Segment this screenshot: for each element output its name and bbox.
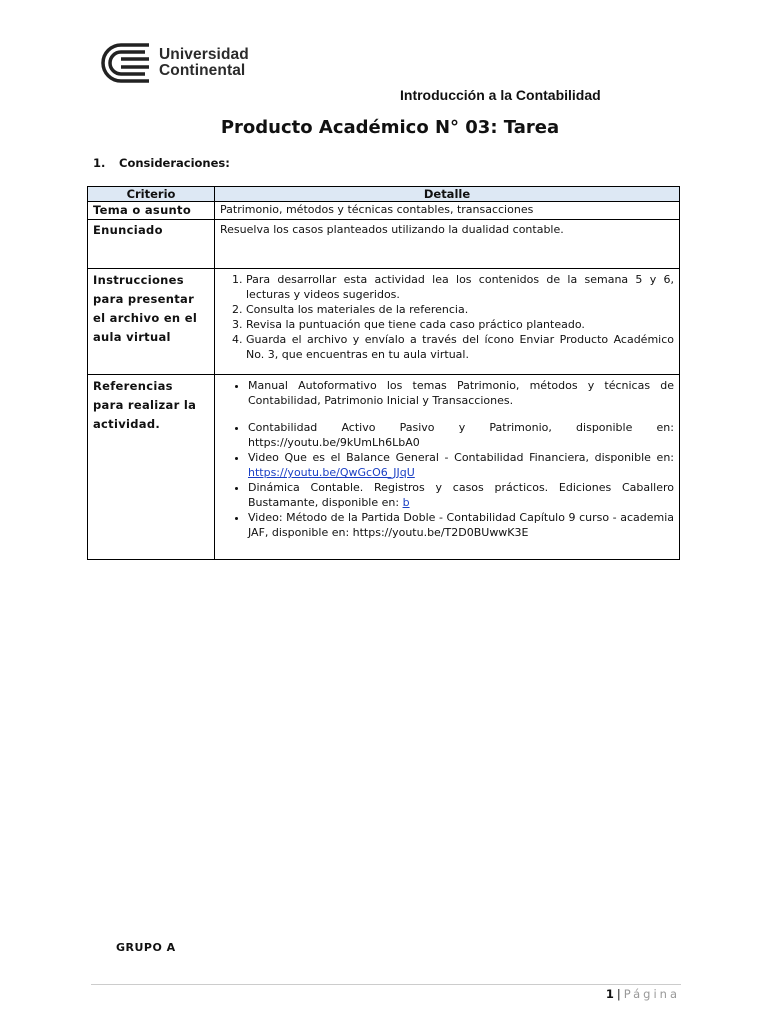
label-line: para presentar xyxy=(93,292,195,306)
row-label-enunciado: Enunciado xyxy=(88,220,215,269)
references-list xyxy=(220,378,674,540)
reference-link[interactable]: b xyxy=(402,496,410,509)
list-item: • Video: Método de la Partida Doble - Contabilidad Capítulo 9 curso - academia JAF, disponible en: https://youtu.be/T2D0BUwwK3E xyxy=(248,510,674,540)
list-item: • Manual Autoformativo los temas Patrimonio, métodos y técnicas de Contabilidad, Patrimonio Inicial y Transacciones. xyxy=(248,378,674,408)
section-heading xyxy=(93,156,230,170)
list-item: 2. Consulta los materiales de la referencia. xyxy=(246,302,674,317)
university-name-line1: Universidad xyxy=(159,46,249,63)
label-line: Referencias xyxy=(93,379,173,393)
label-line: Instrucciones xyxy=(93,273,184,287)
table-row-enunciado xyxy=(88,220,680,269)
section-number: 1. xyxy=(93,156,106,170)
group-label: GRUPO A xyxy=(116,941,176,954)
course-name: Introducción a la Contabilidad xyxy=(400,87,601,103)
list-item: 4. Guarda el archivo y envíalo a través del ícono Enviar Producto Académico No. 3, que encuentras en tu aula virtual. xyxy=(246,332,674,362)
list-item xyxy=(248,480,674,510)
list-item xyxy=(248,450,674,480)
row-detail-enunciado: Resuelva los casos planteados utilizando la dualidad contable. xyxy=(215,220,680,269)
label-line: aula virtual xyxy=(93,330,171,344)
table-row-tema xyxy=(88,202,680,220)
list-item: 3. Revisa la puntuación que tiene cada caso práctico planteado. xyxy=(246,317,674,332)
university-name xyxy=(159,47,249,79)
footer-separator: | xyxy=(616,987,621,1001)
header-criterio: Criterio xyxy=(88,187,215,202)
page-word: Página xyxy=(623,987,680,1001)
table-header-row xyxy=(88,187,680,202)
row-label-instrucciones xyxy=(88,269,215,375)
university-name-line2: Continental xyxy=(159,62,246,79)
reference-text: Dinámica Contable. Registros y casos prácticos. Ediciones Caballero Bustamante, disponible en: xyxy=(248,481,674,509)
table-row-referencias xyxy=(88,375,680,560)
label-line: actividad. xyxy=(93,417,161,431)
list-item: • Contabilidad Activo Pasivo y Patrimonio, disponible en: https://youtu.be/9kUmLh6LbA0 xyxy=(248,420,674,450)
label-line: el archivo en el xyxy=(93,311,198,325)
list-item: 1. Para desarrollar esta actividad lea los contenidos de la semana 5 y 6, lecturas y videos sugeridos. xyxy=(246,272,674,302)
page-title: Producto Académico N° 03: Tarea xyxy=(220,117,560,138)
header-detalle: Detalle xyxy=(215,187,680,202)
table-row-instrucciones xyxy=(88,269,680,375)
university-logo-icon xyxy=(91,42,151,84)
row-detail-tema: Patrimonio, métodos y técnicas contables, transacciones xyxy=(215,202,680,220)
row-detail-referencias xyxy=(215,375,680,560)
page-number: 1 xyxy=(605,987,614,1001)
page-footer xyxy=(606,987,680,1001)
considerations-table xyxy=(87,186,680,560)
university-logo xyxy=(91,42,249,84)
reference-link[interactable]: https://youtu.be/QwGcO6_JJqU xyxy=(248,466,415,479)
reference-text: Video Que es el Balance General - Contabilidad Financiera, disponible en: xyxy=(248,451,674,464)
instructions-list xyxy=(220,272,674,362)
footer-divider xyxy=(91,984,681,985)
section-label: Consideraciones: xyxy=(119,156,230,170)
row-detail-instrucciones xyxy=(215,269,680,375)
label-line: para realizar la xyxy=(93,398,197,412)
row-label-referencias xyxy=(88,375,215,560)
row-label-tema: Tema o asunto xyxy=(88,202,215,220)
